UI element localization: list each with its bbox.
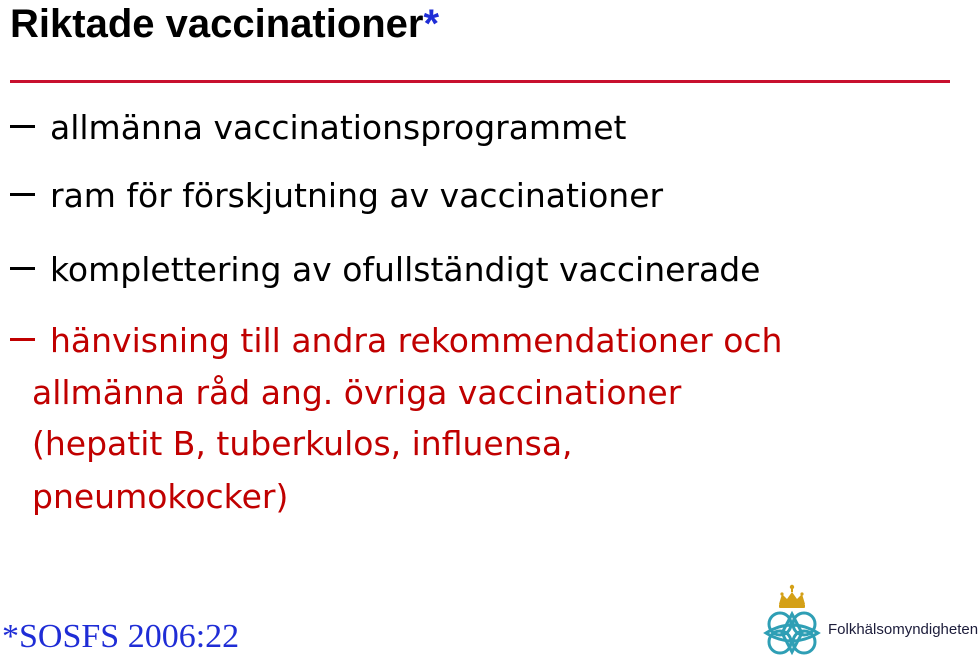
dash-bullet-icon bbox=[10, 338, 35, 341]
bullet-continuation: allmänna råd ang. övriga vaccinationer bbox=[32, 373, 682, 412]
dash-bullet-icon bbox=[10, 267, 35, 270]
bullet-continuation: pneumokocker) bbox=[32, 477, 289, 516]
agency-logo bbox=[758, 584, 978, 656]
bullet-text: hänvisning till andra rekommendationer och bbox=[50, 321, 783, 360]
title-footnote-mark: * bbox=[423, 2, 440, 46]
bullet-text: komplettering av ofullständigt vaccinerade bbox=[50, 250, 761, 289]
bullet-text: allmänna vaccinationsprogrammet bbox=[50, 108, 627, 147]
dash-bullet-icon bbox=[10, 125, 35, 128]
bullet-continuation: (hepatit B, tuberkulos, influensa, bbox=[32, 424, 573, 463]
crown-knot-emblem-icon bbox=[758, 584, 826, 656]
bullet-item bbox=[10, 250, 760, 290]
footnote-reference: *SOSFS 2006:22 bbox=[2, 618, 240, 655]
logo-wordmark: Folkhälsomyndigheten bbox=[828, 621, 978, 638]
bullet-item bbox=[10, 321, 782, 361]
bullet-text: ram för förskjutning av vaccinationer bbox=[50, 176, 664, 215]
bullet-item bbox=[10, 108, 626, 148]
title-divider bbox=[10, 80, 950, 83]
bullet-item bbox=[10, 176, 663, 216]
title-text: Riktade vaccinationer bbox=[10, 2, 424, 46]
dash-bullet-icon bbox=[10, 193, 35, 196]
slide-title bbox=[10, 2, 439, 46]
